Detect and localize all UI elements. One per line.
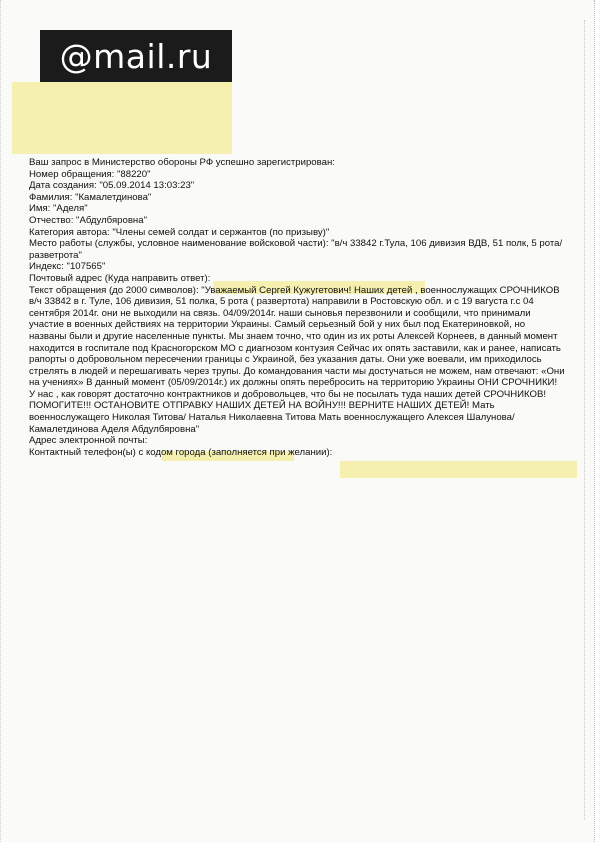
appeal-text: Текст обращения (до 2000 символов): "Уважаемый Сергей Кужугетович! Наших детей , военнослужащих СРОЧНИКОВ в/ч 33842 в г. Туле, 106 дивизия, 51 полка, 5 рота ( развертота) направили в Ростовскую обл. и с 19 вагуста г.с 04 сентября 2014г. они не выходили на связь. 04/09/2014г. наши сыновья перезвонили и сообщили, что принимали участие в военных действиях на территории Украины. Самый серьезный бой у них был под Екатериновкой, но названы были и другие населенные пункты. Мы знаем точно, что один из их роты Алексей Корнеев, в данный момент находится в госпитале под Красногорском МО с диагнозом контузия Сейчас их опять заставили, как и ранее, написать рапорты о добровольном пересечении границы с Украиной, без указания даты. Они уже воевали, им приходилось стрелять в людей и перешагивать через трупы. До командования части мы достучаться не можем, нам отвечают: «Они на учениях» В данный момент (05/09/2014г.) их должны опять перебросить на территорию Украины ОНИ СРОЧНИКИ! У нас , как говорят достаточно контрактников и добровольцев, что бы не посылать туда наших детей СРОЧНИКОВ! ПОМОГИТЕ!!! ОСТАНОВИТЕ ОТПРАВКУ НАШИХ ДЕТЕЙ НА ВОЙНУ!!! ВЕРНИТЕ НАШИХ ДЕТЕЙ! Мать военнослужащего Николая Титова/ Наталья Николаевна Титова Мать военнослужащего Алексея Шалунова/ Камалетдинова Аделя Абдулбяровна" — [29, 284, 565, 435]
postal-address: Почтовый адрес (Куда направить ответ): — [29, 272, 211, 284]
appeal-number: Номер обращения: "88220" — [29, 168, 151, 180]
postal-index: Индекс: "107565" — [29, 261, 106, 273]
redaction-highlight-header — [12, 82, 232, 154]
redaction-highlight-phone — [340, 461, 577, 478]
registration-confirmation: Ваш запрос в Министерство обороны РФ успешно зарегистрирован: — [29, 157, 335, 168]
workplace: Место работы (службы, условное наименование войсковой части): "в/ч 33842 г.Тула, 106 дивизия ВДВ, 51 полк, 5 рота/разветрота" — [29, 238, 563, 261]
contact-phone: Контактный телефон(ы) с кодом города (заполняется при желании): — [29, 446, 333, 458]
patronymic: Отчество: "Абдулбяровна" — [29, 214, 147, 226]
mail-ru-logo — [40, 30, 232, 82]
logo-text: @mail.ru — [59, 36, 213, 76]
scan-speckle — [583, 20, 585, 820]
first-name: Имя: "Аделя" — [29, 203, 88, 215]
author-category: Категория автора: "Члены семей солдат и сержантов (по призыву)" — [29, 226, 330, 238]
creation-date: Дата создания: "05.09.2014 13:03:23" — [29, 180, 195, 192]
letter-body — [29, 157, 565, 458]
email-address: Адрес электронной почты: — [29, 435, 148, 447]
surname: Фамилия: "Камалетдинова" — [29, 191, 152, 203]
